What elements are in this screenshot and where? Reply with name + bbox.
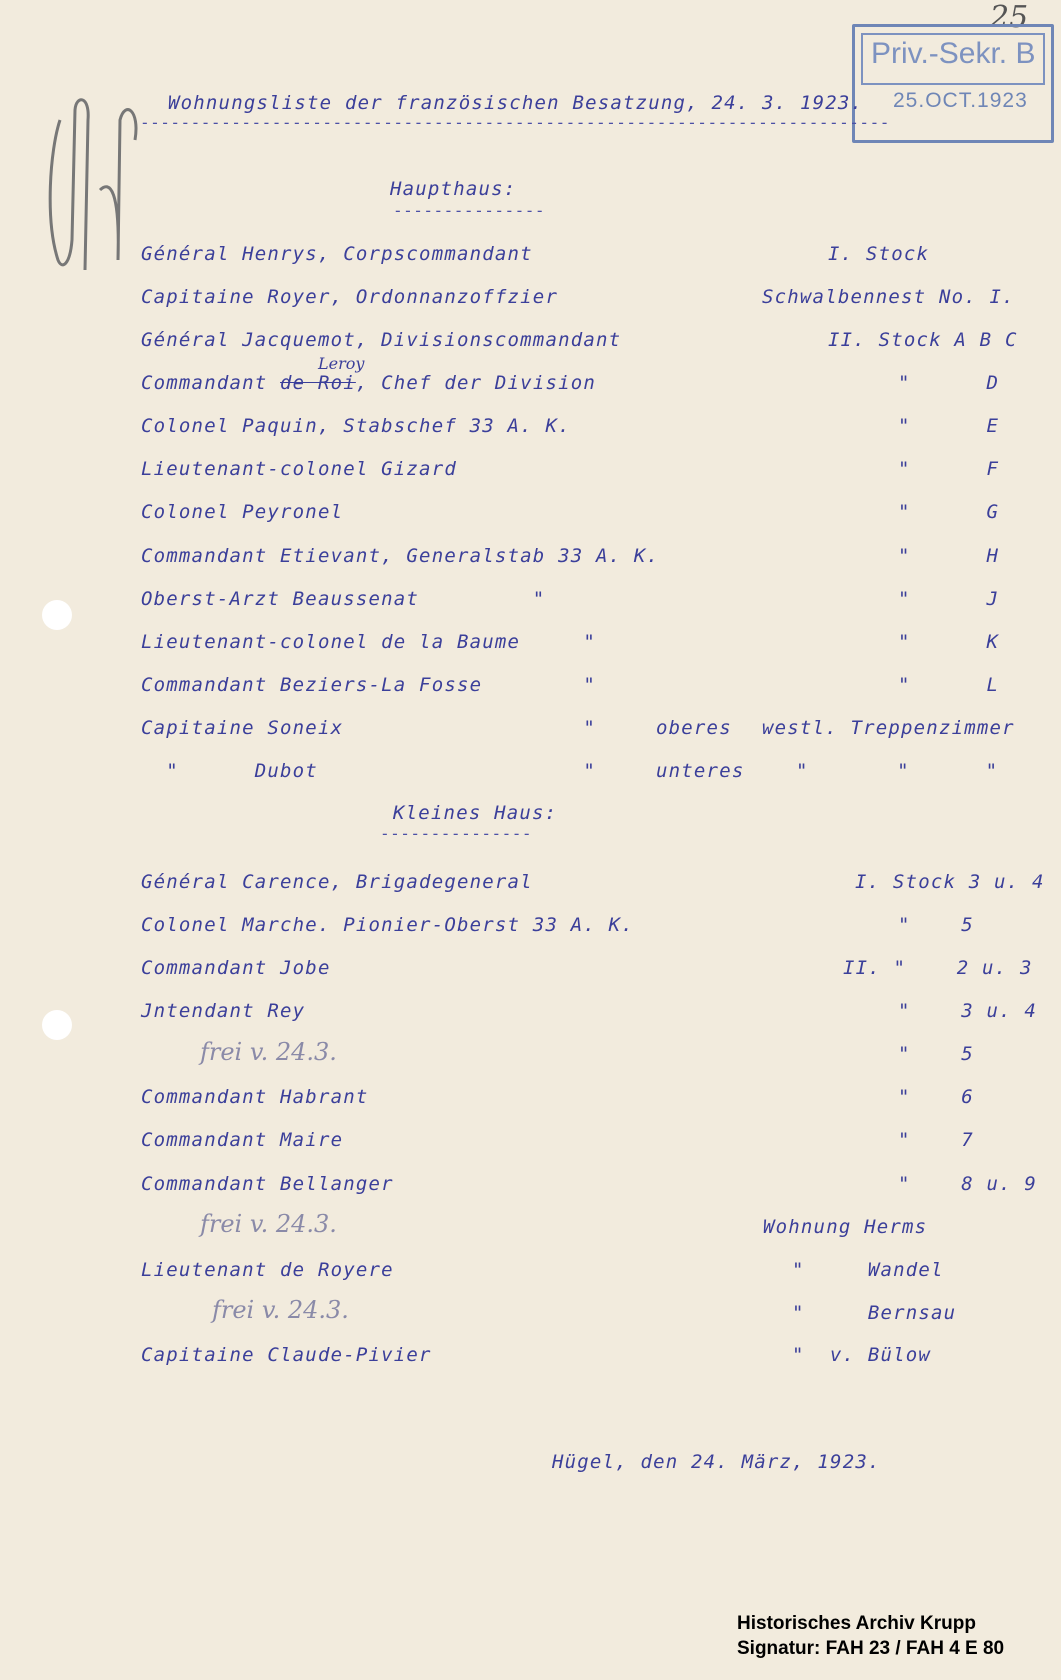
margin-signature-mark xyxy=(40,90,150,290)
list-item-name: Commandant Maire xyxy=(141,1129,344,1151)
section-underline-kleines-haus: --------------- xyxy=(380,824,532,843)
list-item-name: Lieutenant-colonel de la Baume " xyxy=(141,631,597,653)
handwritten-note: frei v. 24.3. xyxy=(212,1296,349,1324)
list-item-name xyxy=(141,372,596,394)
list-item-location: " 8 u. 9 xyxy=(898,1173,1038,1195)
list-item-name: Général Henrys, Corpscommandant xyxy=(141,243,533,265)
list-item-location: " F xyxy=(898,458,1000,480)
list-item-location: " " " xyxy=(796,760,999,782)
list-item-name: Colonel Paquin, Stabschef 33 A. K. xyxy=(141,415,571,437)
list-item-mid: oberes xyxy=(656,717,732,739)
list-item-location: " D xyxy=(898,372,1000,394)
list-item-name: Commandant Beziers-La Fosse " xyxy=(141,674,597,696)
list-item-location: " 6 xyxy=(898,1086,974,1108)
list-item-location: " L xyxy=(898,674,1000,696)
list-item-location: westl. Treppenzimmer xyxy=(762,717,1015,739)
list-item-location: " H xyxy=(898,545,1000,567)
stamp-date: 25.OCT.1923 xyxy=(893,89,1028,112)
list-item-location: I. Stock 3 u. 4 xyxy=(855,871,1045,893)
section-underline-haupthaus: --------------- xyxy=(393,201,545,220)
list-item-location: " Bernsau xyxy=(792,1302,957,1324)
list-item-location: " J xyxy=(898,588,1000,610)
list-item-name: Général Jacquemot, Divisionscommandant xyxy=(141,329,622,351)
list-item-location: " E xyxy=(898,415,1000,437)
archive-name: Historisches Archiv Krupp xyxy=(737,1613,976,1634)
list-item-name: Capitaine Claude-Pivier xyxy=(141,1344,432,1366)
list-item-location: II. " 2 u. 3 xyxy=(843,957,1033,979)
list-item-name: Commandant Etievant, Generalstab 33 A. K. xyxy=(141,545,660,567)
handwritten-note: frei v. 24.3. xyxy=(200,1038,337,1066)
list-item-location: Schwalbennest No. I. xyxy=(762,286,1015,308)
list-item-name: Lieutenant de Royere xyxy=(141,1259,394,1281)
list-item-name: Capitaine Soneix " xyxy=(141,717,597,739)
section-heading-haupthaus: Haupthaus: xyxy=(390,178,517,200)
list-item-name: Colonel Peyronel xyxy=(141,501,344,523)
archive-footer xyxy=(737,1611,1004,1661)
list-item-location: " 3 u. 4 xyxy=(898,1000,1038,1022)
list-item-location: " 5 xyxy=(898,1043,974,1065)
title-underline: -------------------------------------------------------------------------- xyxy=(140,113,890,132)
list-item-location: " K xyxy=(898,631,1000,653)
handwritten-correction: Leroy xyxy=(318,354,365,373)
list-item-location: " 5 xyxy=(898,914,974,936)
list-item-name: Commandant Bellanger xyxy=(141,1173,394,1195)
list-item-name: Commandant Habrant xyxy=(141,1086,369,1108)
list-item-location: " Wandel xyxy=(792,1259,944,1281)
punch-hole-upper xyxy=(42,600,72,630)
list-item-location: I. Stock xyxy=(828,243,930,265)
list-item-name: Commandant Jobe xyxy=(141,957,331,979)
struck-name: de Roi xyxy=(280,372,356,394)
list-item-name: Jntendant Rey xyxy=(141,1000,306,1022)
handwritten-note: frei v. 24.3. xyxy=(200,1210,337,1238)
list-item-name: Oberst-Arzt Beaussenat " xyxy=(141,588,546,610)
list-item-location: " 7 xyxy=(898,1129,974,1151)
list-item-name: " Dubot " xyxy=(141,760,597,782)
list-item-location: II. Stock A B C xyxy=(828,329,1018,351)
punch-hole-lower xyxy=(42,1010,72,1040)
list-item-name: Lieutenant-colonel Gizard xyxy=(141,458,457,480)
list-item-mid: unteres xyxy=(656,760,745,782)
document-title: Wohnungsliste der französischen Besatzung, 24. 3. 1923. xyxy=(168,92,864,114)
stamp-department: Priv.-Sekr. B xyxy=(871,37,1036,70)
list-item-location: Wohnung Herms xyxy=(763,1216,928,1238)
list-item-name: Colonel Marche. Pionier-Oberst 33 A. K. xyxy=(141,914,634,936)
list-item-name: Général Carence, Brigadegeneral xyxy=(141,871,533,893)
name-prefix: Commandant xyxy=(141,372,281,394)
section-heading-kleines-haus: Kleines Haus: xyxy=(393,802,558,824)
list-item-location: " G xyxy=(898,501,1000,523)
list-item-name: Capitaine Royer, Ordonnanzoffzier xyxy=(141,286,559,308)
page-number: 25 xyxy=(990,0,1029,35)
closing-place-date: Hügel, den 24. März, 1923. xyxy=(552,1451,881,1473)
archive-signature: Signatur: FAH 23 / FAH 4 E 80 xyxy=(737,1638,1005,1659)
name-suffix: , Chef der Division xyxy=(355,372,597,394)
list-item-location: " v. Bülow xyxy=(792,1344,932,1366)
